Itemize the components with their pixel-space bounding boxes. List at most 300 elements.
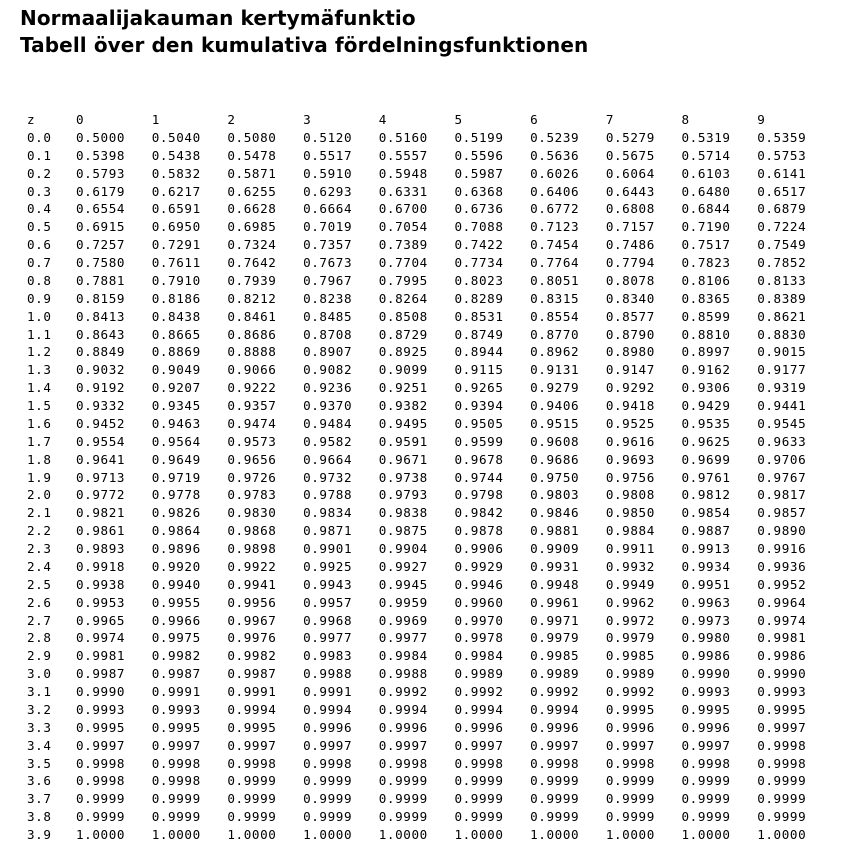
probability-cell: 0.9999 bbox=[454, 791, 504, 807]
z-value-cell: 3.4 bbox=[27, 737, 52, 753]
probability-cell: 0.9996 bbox=[681, 719, 731, 735]
probability-cell: 0.9995 bbox=[681, 701, 731, 717]
column-header-9: 9 bbox=[757, 112, 766, 127]
probability-cell: 0.9987 bbox=[76, 666, 126, 682]
probability-cell: 0.9948 bbox=[530, 576, 580, 592]
probability-cell: 0.9812 bbox=[681, 487, 731, 503]
probability-cell: 0.9973 bbox=[681, 612, 731, 628]
probability-cell: 0.8997 bbox=[681, 344, 731, 360]
probability-cell: 0.6808 bbox=[605, 201, 655, 217]
probability-cell: 0.9719 bbox=[151, 469, 201, 485]
probability-cell: 0.9830 bbox=[227, 505, 277, 521]
probability-cell: 0.9357 bbox=[227, 398, 277, 413]
z-value-cell: 2.7 bbox=[27, 612, 52, 628]
probability-cell: 0.9991 bbox=[227, 684, 277, 699]
probability-cell: 0.9949 bbox=[605, 576, 655, 592]
probability-cell: 0.7967 bbox=[303, 272, 353, 288]
probability-cell: 0.9345 bbox=[151, 398, 201, 413]
probability-cell: 0.9842 bbox=[454, 505, 504, 521]
probability-cell: 0.7704 bbox=[378, 255, 428, 270]
probability-cell: 0.7054 bbox=[378, 219, 428, 235]
probability-cell: 0.9974 bbox=[76, 630, 126, 646]
probability-cell: 0.8749 bbox=[454, 326, 504, 342]
column-header-4: 4 bbox=[378, 112, 387, 127]
probability-cell: 0.9115 bbox=[454, 362, 504, 378]
probability-cell: 0.9918 bbox=[76, 558, 126, 574]
probability-cell: 0.6064 bbox=[605, 165, 655, 181]
probability-cell: 0.9535 bbox=[681, 415, 731, 431]
probability-cell: 0.9857 bbox=[757, 505, 807, 521]
z-value-cell: 0.7 bbox=[27, 255, 52, 270]
probability-cell: 0.9826 bbox=[151, 505, 201, 521]
probability-cell: 0.7517 bbox=[681, 237, 731, 253]
probability-cell: 0.9999 bbox=[454, 773, 504, 789]
probability-cell: 0.8830 bbox=[757, 326, 807, 342]
column-header-8: 8 bbox=[681, 112, 690, 127]
probability-cell: 0.9884 bbox=[605, 523, 655, 539]
probability-cell: 0.9964 bbox=[757, 594, 807, 610]
probability-cell: 0.5517 bbox=[303, 147, 353, 163]
probability-cell: 0.7291 bbox=[151, 237, 201, 253]
probability-cell: 1.0000 bbox=[227, 827, 277, 842]
probability-cell: 0.9996 bbox=[303, 719, 353, 735]
probability-cell: 0.8413 bbox=[76, 308, 126, 324]
probability-cell: 0.8531 bbox=[454, 308, 504, 324]
probability-cell: 0.8770 bbox=[530, 326, 580, 342]
probability-cell: 0.9994 bbox=[378, 701, 428, 717]
z-value-cell: 0.5 bbox=[27, 219, 52, 235]
probability-cell: 0.9972 bbox=[605, 612, 655, 628]
probability-cell: 0.9649 bbox=[151, 451, 201, 467]
probability-cell: 1.0000 bbox=[757, 827, 807, 842]
table-row bbox=[27, 629, 833, 647]
z-value-cell: 3.3 bbox=[27, 719, 52, 735]
probability-cell: 0.6591 bbox=[151, 201, 201, 217]
probability-cell: 0.7257 bbox=[76, 237, 126, 253]
probability-cell: 0.8962 bbox=[530, 344, 580, 360]
probability-cell: 0.9989 bbox=[605, 666, 655, 682]
z-value-cell: 1.3 bbox=[27, 362, 52, 378]
probability-cell: 0.9998 bbox=[151, 773, 201, 789]
probability-cell: 0.9429 bbox=[681, 398, 731, 413]
probability-cell: 0.5199 bbox=[454, 129, 504, 145]
probability-cell: 0.9998 bbox=[454, 755, 504, 771]
z-value-cell: 3.7 bbox=[27, 791, 52, 807]
probability-cell: 0.9564 bbox=[151, 433, 201, 449]
probability-cell: 0.9999 bbox=[227, 791, 277, 807]
probability-cell: 0.9995 bbox=[227, 719, 277, 735]
probability-cell: 0.9808 bbox=[605, 487, 655, 503]
probability-cell: 0.9980 bbox=[681, 630, 731, 646]
probability-cell: 0.9936 bbox=[757, 558, 807, 574]
probability-cell: 0.7190 bbox=[681, 219, 731, 235]
probability-cell: 0.9981 bbox=[76, 648, 126, 664]
probability-cell: 0.9983 bbox=[303, 648, 353, 664]
probability-cell: 0.9996 bbox=[530, 719, 580, 735]
probability-cell: 0.9985 bbox=[605, 648, 655, 664]
probability-cell: 0.9998 bbox=[757, 755, 807, 771]
probability-cell: 0.9974 bbox=[757, 612, 807, 628]
probability-cell: 0.9994 bbox=[530, 701, 580, 717]
z-value-cell: 3.1 bbox=[27, 684, 52, 699]
probability-cell: 0.9474 bbox=[227, 415, 277, 431]
probability-cell: 0.9750 bbox=[530, 469, 580, 485]
probability-cell: 1.0000 bbox=[303, 827, 353, 842]
probability-cell: 0.5948 bbox=[378, 165, 428, 181]
probability-cell: 0.9591 bbox=[378, 433, 428, 449]
table-row bbox=[27, 290, 833, 308]
probability-cell: 0.9599 bbox=[454, 433, 504, 449]
probability-cell: 0.9996 bbox=[605, 719, 655, 735]
probability-cell: 0.9999 bbox=[681, 791, 731, 807]
probability-cell: 0.9979 bbox=[605, 630, 655, 646]
table-row bbox=[27, 826, 833, 844]
probability-cell: 0.8708 bbox=[303, 326, 353, 342]
probability-cell: 0.9515 bbox=[530, 415, 580, 431]
probability-cell: 0.9582 bbox=[303, 433, 353, 449]
probability-cell: 0.5987 bbox=[454, 165, 504, 181]
probability-cell: 0.6736 bbox=[454, 201, 504, 217]
probability-cell: 0.9999 bbox=[303, 773, 353, 789]
probability-cell: 0.9406 bbox=[530, 398, 580, 413]
probability-cell: 0.9633 bbox=[757, 433, 807, 449]
probability-cell: 0.9554 bbox=[76, 433, 126, 449]
probability-cell: 0.9999 bbox=[151, 809, 201, 825]
page-title: Normaalijakauman kertymäfunktio bbox=[20, 6, 416, 30]
probability-cell: 0.5714 bbox=[681, 147, 731, 163]
probability-cell: 0.6026 bbox=[530, 165, 580, 181]
probability-cell: 0.6255 bbox=[227, 183, 277, 199]
probability-cell: 0.9985 bbox=[530, 648, 580, 664]
probability-cell: 0.9988 bbox=[378, 666, 428, 682]
probability-cell: 0.9525 bbox=[605, 415, 655, 431]
probability-cell: 0.7881 bbox=[76, 272, 126, 288]
probability-cell: 0.9911 bbox=[605, 541, 655, 556]
table-row bbox=[27, 647, 833, 665]
probability-cell: 0.7642 bbox=[227, 255, 277, 270]
probability-cell: 0.9993 bbox=[681, 684, 731, 699]
probability-cell: 0.9706 bbox=[757, 451, 807, 467]
probability-cell: 0.8106 bbox=[681, 272, 731, 288]
probability-cell: 0.9693 bbox=[605, 451, 655, 467]
probability-cell: 0.9803 bbox=[530, 487, 580, 503]
probability-cell: 0.9998 bbox=[76, 773, 126, 789]
z-value-cell: 2.1 bbox=[27, 505, 52, 521]
probability-cell: 0.8051 bbox=[530, 272, 580, 288]
probability-cell: 0.9997 bbox=[530, 737, 580, 753]
z-value-cell: 2.5 bbox=[27, 576, 52, 592]
probability-cell: 0.9545 bbox=[757, 415, 807, 431]
probability-cell: 0.9987 bbox=[227, 666, 277, 682]
probability-cell: 0.9222 bbox=[227, 380, 277, 396]
probability-cell: 0.9999 bbox=[227, 809, 277, 825]
probability-cell: 0.6915 bbox=[76, 219, 126, 235]
probability-cell: 0.9931 bbox=[530, 558, 580, 574]
probability-cell: 0.9988 bbox=[303, 666, 353, 682]
z-value-cell: 0.6 bbox=[27, 237, 52, 253]
probability-cell: 0.9573 bbox=[227, 433, 277, 449]
table-body bbox=[27, 129, 833, 844]
probability-cell: 0.8186 bbox=[151, 290, 201, 306]
probability-cell: 0.9952 bbox=[757, 576, 807, 592]
probability-cell: 0.9957 bbox=[303, 594, 353, 610]
probability-cell: 0.9625 bbox=[681, 433, 731, 449]
z-value-cell: 2.4 bbox=[27, 558, 52, 574]
probability-cell: 0.9726 bbox=[227, 469, 277, 485]
probability-cell: 0.9306 bbox=[681, 380, 731, 396]
probability-cell: 0.9999 bbox=[681, 809, 731, 825]
table-header bbox=[27, 111, 833, 129]
probability-cell: 0.9981 bbox=[757, 630, 807, 646]
probability-cell: 0.7580 bbox=[76, 255, 126, 270]
probability-cell: 0.9960 bbox=[454, 594, 504, 610]
table-row bbox=[27, 612, 833, 630]
probability-cell: 0.6628 bbox=[227, 201, 277, 217]
probability-cell: 0.9901 bbox=[303, 541, 353, 556]
probability-cell: 0.9878 bbox=[454, 523, 504, 539]
probability-cell: 0.9941 bbox=[227, 576, 277, 592]
probability-cell: 0.9997 bbox=[757, 719, 807, 735]
probability-cell: 0.9932 bbox=[605, 558, 655, 574]
probability-cell: 0.8849 bbox=[76, 344, 126, 360]
probability-cell: 1.0000 bbox=[681, 827, 731, 842]
probability-cell: 0.7422 bbox=[454, 237, 504, 253]
table-row bbox=[27, 772, 833, 790]
table-row bbox=[27, 701, 833, 719]
probability-cell: 0.9929 bbox=[454, 558, 504, 574]
probability-cell: 0.9251 bbox=[378, 380, 428, 396]
probability-cell: 0.9993 bbox=[76, 701, 126, 717]
probability-cell: 0.5753 bbox=[757, 147, 807, 163]
probability-cell: 0.6985 bbox=[227, 219, 277, 235]
probability-cell: 0.6443 bbox=[605, 183, 655, 199]
probability-cell: 0.5160 bbox=[378, 129, 428, 145]
probability-cell: 0.9997 bbox=[151, 737, 201, 753]
probability-cell: 0.9987 bbox=[151, 666, 201, 682]
probability-cell: 0.6480 bbox=[681, 183, 731, 199]
probability-cell: 0.9452 bbox=[76, 415, 126, 431]
probability-cell: 0.9994 bbox=[227, 701, 277, 717]
table-row bbox=[27, 361, 833, 379]
probability-cell: 0.9955 bbox=[151, 594, 201, 610]
probability-cell: 0.8264 bbox=[378, 290, 428, 306]
probability-cell: 0.9995 bbox=[605, 701, 655, 717]
probability-cell: 0.5793 bbox=[76, 165, 126, 181]
table-row bbox=[27, 683, 833, 701]
probability-cell: 0.9131 bbox=[530, 362, 580, 378]
probability-cell: 0.9192 bbox=[76, 380, 126, 396]
table-row bbox=[27, 183, 833, 201]
probability-cell: 0.9082 bbox=[303, 362, 353, 378]
z-value-cell: 2.6 bbox=[27, 594, 52, 610]
page-header bbox=[20, 5, 588, 59]
table-row bbox=[27, 129, 833, 147]
probability-cell: 0.9997 bbox=[378, 737, 428, 753]
probability-cell: 0.9834 bbox=[303, 505, 353, 521]
page-subtitle: Tabell över den kumulativa fördelningsfunktionen bbox=[20, 33, 589, 57]
probability-cell: 0.9997 bbox=[76, 737, 126, 753]
probability-cell: 0.9963 bbox=[681, 594, 731, 610]
probability-cell: 0.9993 bbox=[757, 684, 807, 699]
probability-cell: 0.9761 bbox=[681, 469, 731, 485]
probability-cell: 0.8389 bbox=[757, 290, 807, 306]
probability-cell: 0.9999 bbox=[454, 809, 504, 825]
probability-cell: 0.9738 bbox=[378, 469, 428, 485]
probability-cell: 0.8554 bbox=[530, 308, 580, 324]
probability-cell: 0.9994 bbox=[303, 701, 353, 717]
probability-cell: 0.9441 bbox=[757, 398, 807, 413]
probability-cell: 0.9999 bbox=[530, 809, 580, 825]
probability-cell: 0.8315 bbox=[530, 290, 580, 306]
table-row bbox=[27, 504, 833, 522]
table-row bbox=[27, 594, 833, 612]
probability-cell: 0.9999 bbox=[378, 809, 428, 825]
probability-cell: 0.8888 bbox=[227, 344, 277, 360]
z-value-cell: 2.2 bbox=[27, 523, 52, 539]
probability-cell: 0.9999 bbox=[530, 773, 580, 789]
probability-cell: 0.9890 bbox=[757, 523, 807, 539]
table-row bbox=[27, 522, 833, 540]
probability-cell: 0.8289 bbox=[454, 290, 504, 306]
probability-cell: 0.9992 bbox=[530, 684, 580, 699]
table-row bbox=[27, 469, 833, 487]
probability-cell: 0.9977 bbox=[378, 630, 428, 646]
z-value-cell: 2.0 bbox=[27, 487, 52, 503]
probability-cell: 1.0000 bbox=[605, 827, 655, 842]
probability-cell: 0.9982 bbox=[151, 648, 201, 664]
probability-cell: 0.8159 bbox=[76, 290, 126, 306]
probability-cell: 0.6664 bbox=[303, 201, 353, 217]
probability-cell: 0.8665 bbox=[151, 326, 201, 342]
probability-cell: 0.6950 bbox=[151, 219, 201, 235]
probability-cell: 0.7734 bbox=[454, 255, 504, 270]
probability-cell: 0.9992 bbox=[378, 684, 428, 699]
probability-cell: 0.9279 bbox=[530, 380, 580, 396]
table-row bbox=[27, 218, 833, 236]
probability-cell: 0.9945 bbox=[378, 576, 428, 592]
probability-cell: 0.9998 bbox=[681, 755, 731, 771]
probability-cell: 0.9732 bbox=[303, 469, 353, 485]
probability-cell: 0.9713 bbox=[76, 469, 126, 485]
probability-cell: 0.8238 bbox=[303, 290, 353, 306]
probability-cell: 0.8907 bbox=[303, 344, 353, 360]
probability-cell: 0.9995 bbox=[757, 701, 807, 717]
probability-cell: 0.7852 bbox=[757, 255, 807, 270]
probability-cell: 0.5239 bbox=[530, 129, 580, 145]
column-header-z: z bbox=[27, 112, 36, 127]
probability-cell: 0.9951 bbox=[681, 576, 731, 592]
probability-cell: 0.9995 bbox=[151, 719, 201, 735]
column-header-5: 5 bbox=[454, 112, 463, 127]
probability-cell: 0.9999 bbox=[605, 809, 655, 825]
probability-cell: 0.9925 bbox=[303, 558, 353, 574]
probability-cell: 0.8621 bbox=[757, 308, 807, 324]
probability-cell: 0.9990 bbox=[757, 666, 807, 682]
probability-cell: 1.0000 bbox=[454, 827, 504, 842]
probability-cell: 0.6406 bbox=[530, 183, 580, 199]
probability-cell: 0.5910 bbox=[303, 165, 353, 181]
probability-cell: 0.5438 bbox=[151, 147, 201, 163]
probability-cell: 0.7995 bbox=[378, 272, 428, 288]
probability-cell: 0.9999 bbox=[303, 809, 353, 825]
probability-cell: 0.8508 bbox=[378, 308, 428, 324]
probability-cell: 0.9999 bbox=[76, 809, 126, 825]
probability-cell: 0.9265 bbox=[454, 380, 504, 396]
probability-cell: 0.8340 bbox=[605, 290, 655, 306]
probability-cell: 0.9049 bbox=[151, 362, 201, 378]
probability-cell: 0.5675 bbox=[605, 147, 655, 163]
table-row bbox=[27, 737, 833, 755]
probability-cell: 0.9982 bbox=[227, 648, 277, 664]
z-value-cell: 0.1 bbox=[27, 147, 52, 163]
z-value-cell: 0.4 bbox=[27, 201, 52, 217]
table-row bbox=[27, 665, 833, 683]
probability-cell: 0.7549 bbox=[757, 237, 807, 253]
probability-cell: 0.7939 bbox=[227, 272, 277, 288]
table-row bbox=[27, 326, 833, 344]
probability-cell: 0.9898 bbox=[227, 541, 277, 556]
probability-cell: 0.5871 bbox=[227, 165, 277, 181]
z-value-cell: 0.9 bbox=[27, 290, 52, 306]
probability-cell: 0.9641 bbox=[76, 451, 126, 467]
table-row bbox=[27, 486, 833, 504]
probability-cell: 0.8729 bbox=[378, 326, 428, 342]
probability-cell: 0.9678 bbox=[454, 451, 504, 467]
table-row bbox=[27, 147, 833, 165]
probability-cell: 0.9382 bbox=[378, 398, 428, 413]
probability-cell: 0.5832 bbox=[151, 165, 201, 181]
probability-cell: 0.9896 bbox=[151, 541, 201, 556]
probability-cell: 0.8461 bbox=[227, 308, 277, 324]
probability-cell: 0.7357 bbox=[303, 237, 353, 253]
probability-cell: 0.9798 bbox=[454, 487, 504, 503]
probability-cell: 0.9999 bbox=[605, 791, 655, 807]
probability-cell: 0.9970 bbox=[454, 612, 504, 628]
probability-cell: 0.8599 bbox=[681, 308, 731, 324]
z-value-cell: 3.6 bbox=[27, 773, 52, 789]
z-value-cell: 3.8 bbox=[27, 809, 52, 825]
probability-cell: 0.9756 bbox=[605, 469, 655, 485]
probability-cell: 0.9997 bbox=[605, 737, 655, 753]
probability-cell: 0.8438 bbox=[151, 308, 201, 324]
probability-cell: 0.9999 bbox=[530, 791, 580, 807]
probability-cell: 0.9991 bbox=[303, 684, 353, 699]
probability-cell: 0.9332 bbox=[76, 398, 126, 413]
probability-cell: 0.7157 bbox=[605, 219, 655, 235]
probability-cell: 0.9032 bbox=[76, 362, 126, 378]
probability-cell: 0.9976 bbox=[227, 630, 277, 646]
probability-cell: 0.9986 bbox=[757, 648, 807, 664]
probability-cell: 0.9996 bbox=[454, 719, 504, 735]
probability-cell: 0.9956 bbox=[227, 594, 277, 610]
z-value-cell: 0.2 bbox=[27, 165, 52, 181]
probability-cell: 0.6368 bbox=[454, 183, 504, 199]
probability-cell: 0.9864 bbox=[151, 523, 201, 539]
probability-cell: 0.9783 bbox=[227, 487, 277, 503]
z-value-cell: 1.6 bbox=[27, 415, 52, 431]
table-row bbox=[27, 433, 833, 451]
probability-cell: 0.9998 bbox=[303, 755, 353, 771]
probability-cell: 0.9965 bbox=[76, 612, 126, 628]
probability-cell: 1.0000 bbox=[530, 827, 580, 842]
probability-cell: 0.9664 bbox=[303, 451, 353, 467]
probability-cell: 0.9979 bbox=[530, 630, 580, 646]
probability-cell: 0.5279 bbox=[605, 129, 655, 145]
probability-cell: 0.6103 bbox=[681, 165, 731, 181]
probability-cell: 0.9943 bbox=[303, 576, 353, 592]
z-value-cell: 1.4 bbox=[27, 380, 52, 396]
probability-cell: 0.9177 bbox=[757, 362, 807, 378]
